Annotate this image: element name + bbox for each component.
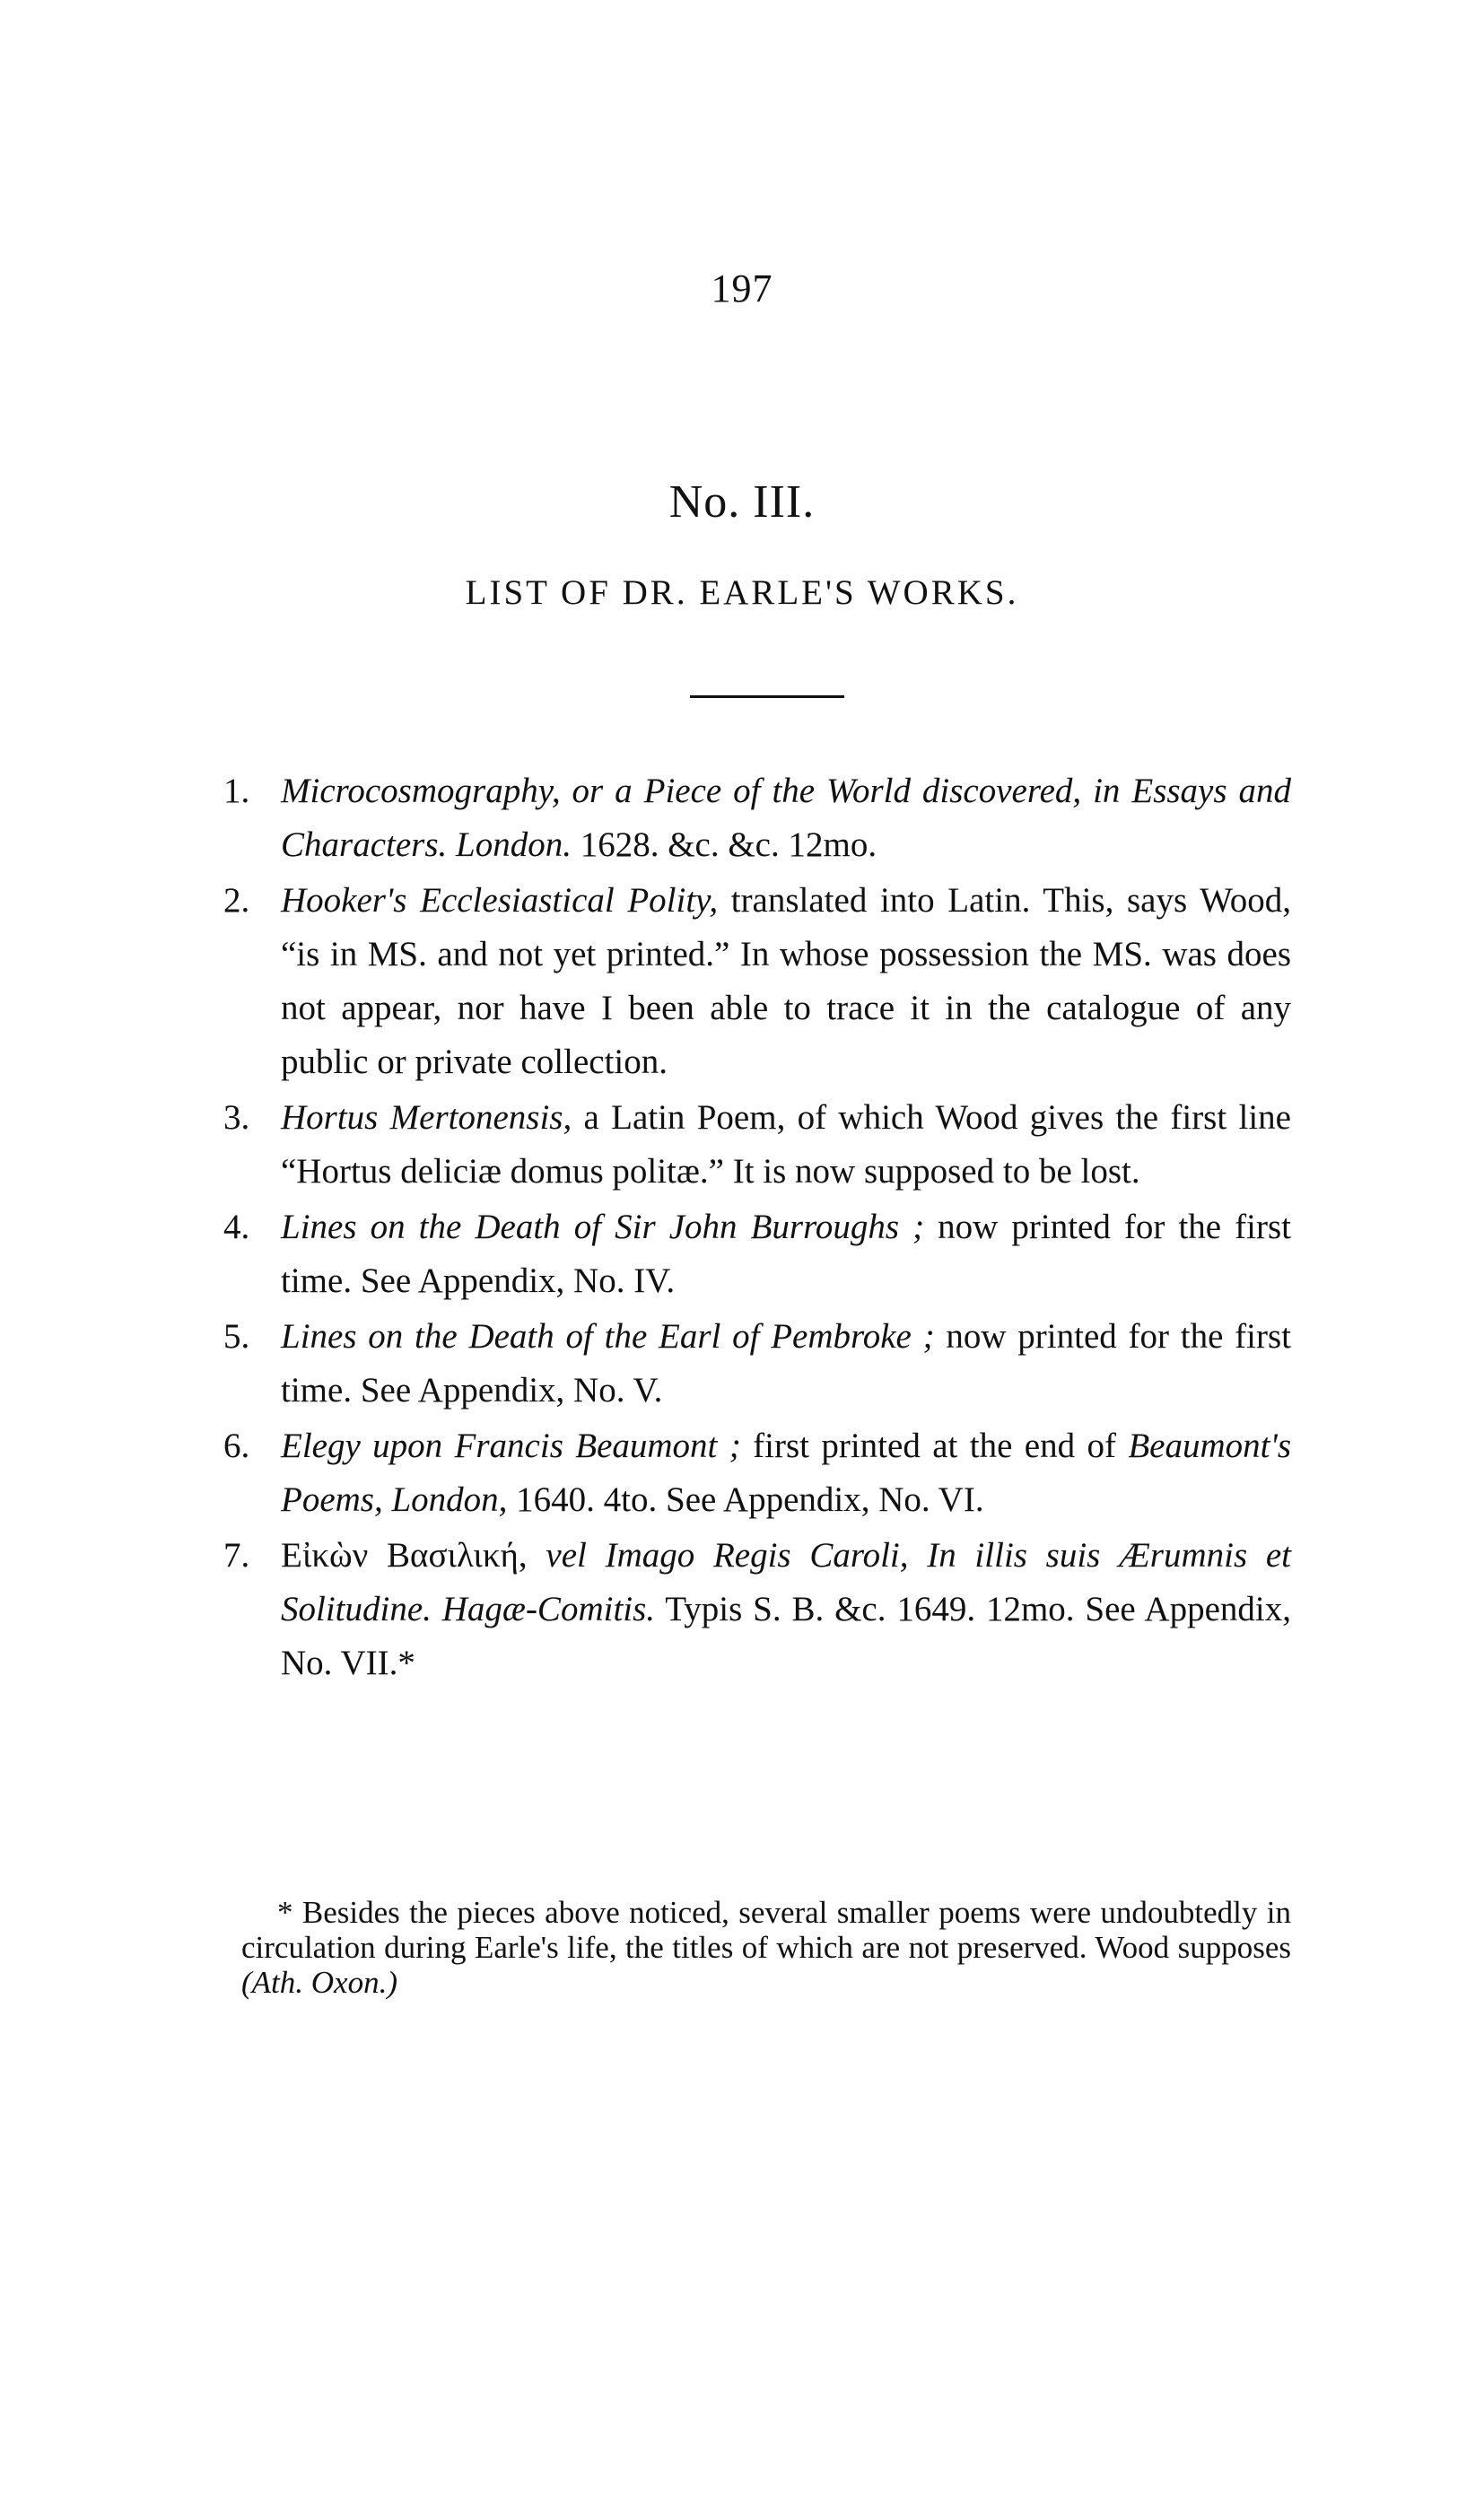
work-description: Typis S. B. &c. 1649. 12mo. See Appendix, No. VII.*	[281, 1590, 1291, 1682]
greek-title: Εἰκὼν Βασιλική,	[281, 1536, 528, 1575]
works-list	[223, 764, 1291, 1692]
work-title: vel Imago Regis Caroli, In illis suis Ærumnis et Solitudine. Hagæ-Comitis.	[281, 1536, 1291, 1628]
footnote	[241, 1895, 1291, 2000]
work-item-1	[223, 764, 1291, 872]
work-title: Hooker's Ecclesiastical Polity,	[281, 881, 719, 920]
work-item-3	[223, 1091, 1291, 1199]
item-number: 3.	[223, 1098, 250, 1137]
work-title: Lines on the Death of Sir John Burroughs ;	[281, 1208, 925, 1246]
page-number: 197	[711, 266, 773, 310]
work-item-5	[223, 1310, 1291, 1418]
item-number: 5.	[223, 1317, 250, 1356]
item-number: 6.	[223, 1427, 250, 1465]
work-title: Microcosmography, or a Piece of the World discovered, in Essays and Characters. London.	[281, 772, 1291, 864]
work-title-secondary: Beaumont's Poems, London,	[281, 1427, 1291, 1519]
section-number: No. III.	[668, 476, 816, 528]
work-description: 1628. &c. &c. 12mo.	[571, 825, 877, 864]
work-description: now printed for the first time. See Appendix, No. IV.	[281, 1208, 1291, 1300]
work-description: translated into Latin. This, says Wood, “is in MS. and not yet printed.” In whose possession the MS. was does not appear, nor have I been able to trace it in the catalogue of any public or private collection.	[281, 881, 1292, 1081]
work-item-7	[223, 1529, 1291, 1690]
work-description: now printed for the first time. See Appendix, No. V.	[281, 1317, 1291, 1410]
work-item-6	[223, 1419, 1291, 1527]
work-title: Lines on the Death of the Earl of Pembroke ;	[281, 1317, 935, 1356]
work-description: first printed at the end of	[740, 1427, 1129, 1465]
footnote-citation: (Ath. Oxon.)	[241, 1965, 397, 2000]
work-item-2	[223, 874, 1291, 1089]
title-rule	[690, 695, 844, 698]
item-number: 4.	[223, 1208, 250, 1246]
work-item-4	[223, 1200, 1291, 1308]
work-title: Elegy upon Francis Beaumont ;	[281, 1427, 741, 1465]
work-description: a Latin Poem, of which Wood gives the first line “Hortus deliciæ domus politæ.” It is now supposed to be lost.	[281, 1098, 1291, 1191]
item-number: 1.	[223, 772, 250, 810]
item-number: 2.	[223, 881, 250, 920]
work-title: Hortus Mertonensis,	[281, 1098, 572, 1137]
section-title: LIST OF DR. EARLE'S WORKS.	[465, 573, 1019, 612]
footnote-text: * Besides the pieces above noticed, several smaller poems were undoubtedly in circulation during Earle's life, the titles of which are not preserved. Wood supposes	[241, 1895, 1291, 1965]
work-description-secondary: 1640. 4to. See Appendix, No. VI.	[507, 1480, 984, 1519]
item-number: 7.	[223, 1536, 250, 1575]
